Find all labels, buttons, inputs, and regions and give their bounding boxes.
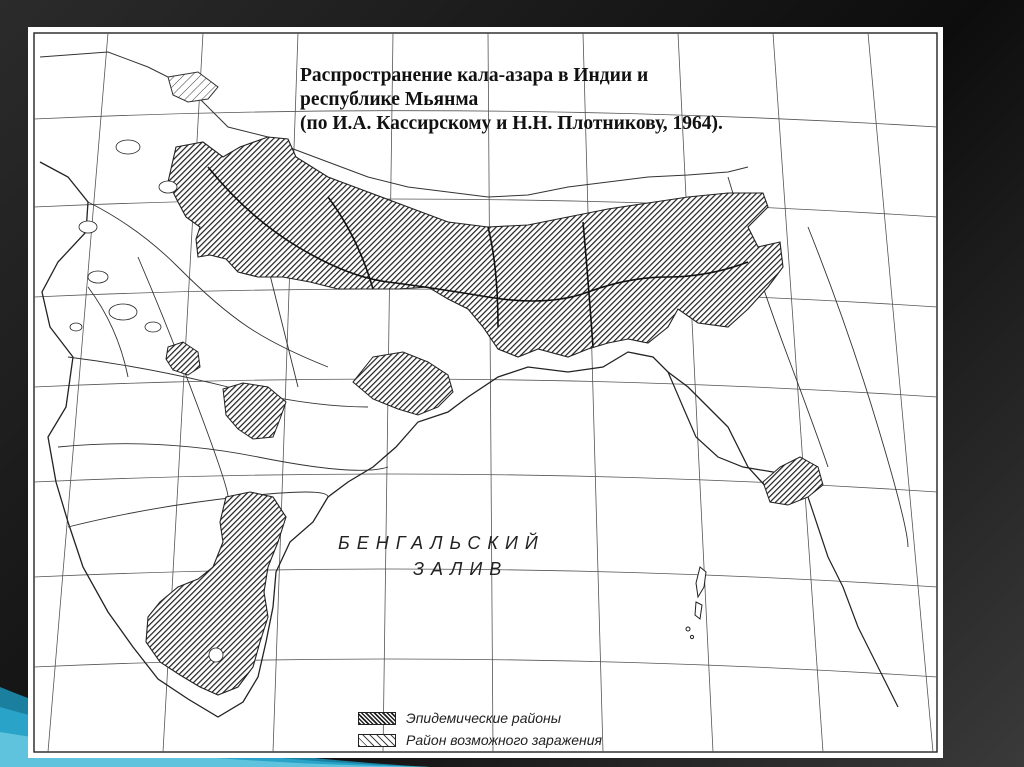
epidemic-region-central <box>223 383 286 439</box>
epidemic-region-central-small <box>166 342 200 375</box>
sea-label-gulf: ЗАЛИВ <box>413 559 509 579</box>
legend-swatch-epidemic <box>358 712 396 725</box>
epidemic-region-ganges <box>168 137 783 357</box>
lakes <box>70 140 177 332</box>
sea-label-bengal: БЕНГАЛЬСКИЙ <box>338 533 545 553</box>
map-drawing <box>28 27 943 758</box>
epidemic-region-myanmar <box>763 457 823 505</box>
epidemic-region-south <box>146 492 286 695</box>
legend-swatch-possible <box>358 734 396 747</box>
map-title-line: Распространение кала-азара в Индии и <box>300 65 649 86</box>
map-title <box>300 64 723 136</box>
andaman-islands <box>686 567 706 639</box>
epidemic-region-east-coast <box>353 352 453 415</box>
map-card <box>28 27 943 758</box>
possible-region-northwest <box>168 72 218 102</box>
map-title-line: (по И.А. Кассирскому и Н.Н. Плотникову, 1964). <box>300 113 723 134</box>
map-title-line: республике Мьянма <box>300 89 479 110</box>
legend-label: Район возможного заражения <box>406 732 602 748</box>
legend-label: Эпидемические районы <box>406 710 562 726</box>
